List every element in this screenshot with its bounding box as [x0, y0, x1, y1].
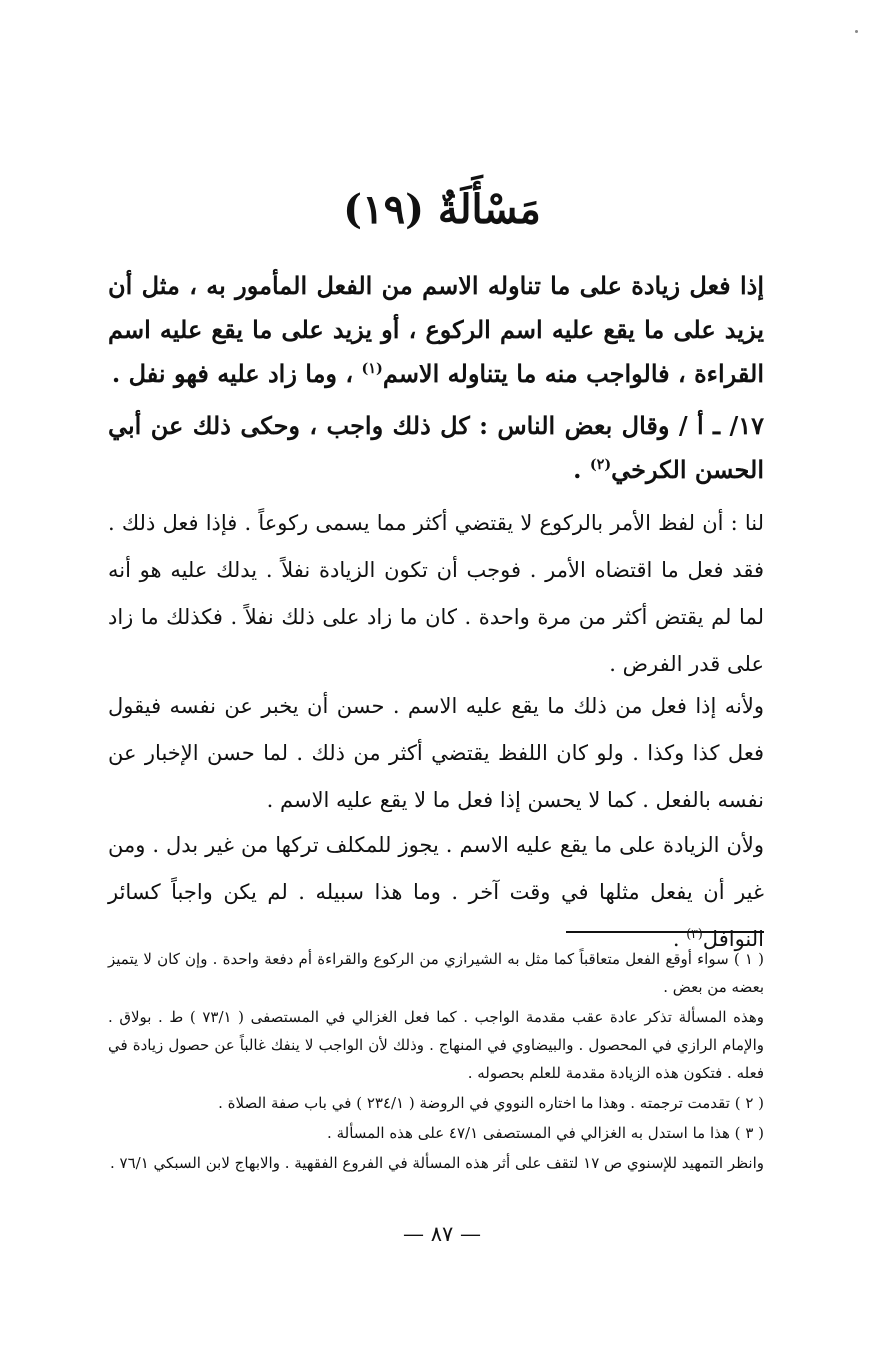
footnote-2: ( ٢ ) تقدمت ترجمته . وهذا ما اختاره النووي في الروضة ( ٢٣٤/١ ) في باب صفة الصلاة . — [218, 1094, 764, 1112]
footnote-separator — [566, 931, 764, 933]
issue-statement-text: إذا فعل زيادة على ما تناوله الاسم من الفعل المأمور به ، مثل أن يزيد على ما يقع عليه اسم الركوع ، أو يزيد على ما يقع عليه اسم القراءة ، فالواجب منه ما يتناوله الاسم — [108, 271, 764, 388]
argument-paragraph-1: لنا : أن لفظ الأمر بالركوع لا يقتضي أكثر مما يسمى ركوعاً . فإذا فعل ذلك . فقد فعل ما اقتضاه الأمر . فوجب أن تكون الزيادة نفلاً . يدلك عليه هو أنه لما لم يقتض أكثر من مرة واحدة . كان ما زاد على ذلك نفلاً . فكذلك ما زاد على قدر الفرض . — [108, 511, 764, 676]
issue-statement-end: ، وما زاد عليه فهو نفل . — [111, 359, 362, 388]
opposing-view-end: . — [573, 455, 590, 484]
footnote-3: ( ٣ ) هذا ما استدل به الغزالي في المستصفى ٤٧/١ على هذه المسألة . — [327, 1124, 764, 1142]
opposing-view-text: ١٧/ ـ أ / وقال بعض الناس : كل ذلك واجب ، وحكى ذلك عن أبي الحسن الكرخي — [108, 411, 764, 484]
scan-speck — [855, 30, 858, 33]
footnote-1-continued: وهذه المسألة تذكر عادة عقب مقدمة الواجب . كما فعل الغزالي في المستصفى ( ٧٣/١ ) ط . بولاق . والإمام الرازي في المحصول . والبيضاوي في المنهاج . وذلك لأن الواجب لا ينفك غالباً عن حصول زيادة في فعله . فتكون هذه الزيادة مقدمة للعلم بحصوله . — [108, 1008, 765, 1082]
argument-paragraph-2: ولأنه إذا فعل من ذلك ما يقع عليه الاسم . حسن أن يخبر عن نفسه فيقول فعل كذا وكذا . ولو كان اللفظ يقتضي أكثر من ذلك . لما حسن الإخبار عن نفسه بالفعل . كما لا يحسن إذا فعل ما لا يقع عليه الاسم . — [108, 694, 764, 812]
issue-statement — [108, 264, 764, 396]
footnote-ref-1[interactable]: (١) — [361, 360, 383, 377]
issue-heading: مَسْأَلَةٌ (١٩) — [343, 186, 541, 233]
argument-3-text: ولأن الزيادة على ما يقع عليه الاسم . يجوز للمكلف تركها من غير بدل . ومن غير أن يفعل مثلها في وقت آخر . وما هذا سبيله . لم يكن واجباً كسائر النوافل — [108, 833, 764, 951]
page-number: — ٨٧ — — [403, 1222, 481, 1246]
footnote-1: ( ١ ) سواء أوقع الفعل متعاقباً كما مثل به الشيرازي من الركوع والقراءة أم دفعة واحدة . وإن كان لا يتميز بعضه من بعض . — [108, 950, 764, 996]
opposing-view — [108, 404, 764, 492]
footnote-ref-3[interactable]: (٣) — [686, 926, 703, 941]
footnote-ref-2[interactable]: (٢) — [589, 456, 612, 473]
footnotes — [108, 945, 764, 1179]
argument-paragraph-3 — [108, 822, 764, 963]
argument-3-end: . — [672, 927, 687, 951]
footnote-3-continued: وانظر التمهيد للإسنوي ص ١٧ لتقف على أثر هذه المسألة في الفروع الفقهية . والابهاج لابن السبكي ٧٦/١ . — [109, 1154, 764, 1172]
